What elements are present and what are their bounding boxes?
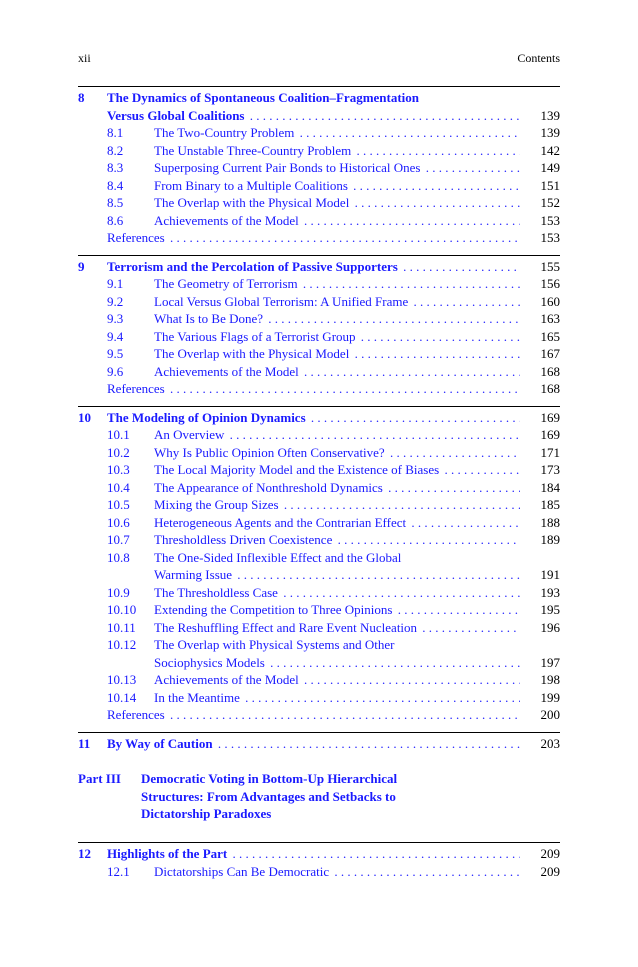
- section-number: 10.10: [107, 602, 137, 617]
- part-label: Part III: [78, 771, 121, 786]
- section-title: Local Versus Global Terrorism: A Unified Frame . . .: [154, 293, 520, 311]
- section-page: 153: [540, 212, 560, 228]
- chapter-number: 9: [78, 258, 85, 274]
- references-label: References . . .: [107, 229, 520, 247]
- divider: [78, 406, 560, 407]
- chapter-number: 10: [78, 409, 91, 425]
- toc-entry[interactable]: [78, 328, 560, 346]
- section-title: The Overlap with the Physical Model . . .: [154, 345, 520, 363]
- chapter-title-row[interactable]: [78, 735, 560, 753]
- section-number: 10.12: [107, 637, 137, 652]
- toc-entry[interactable]: [78, 584, 560, 602]
- section-number: 9.2: [107, 293, 124, 309]
- section-number: 12.1: [107, 863, 130, 879]
- toc-entry[interactable]: [78, 461, 560, 479]
- section-page: 168: [540, 363, 560, 379]
- references-entry[interactable]: [78, 706, 560, 724]
- section-number: 9.5: [107, 346, 124, 361]
- toc-entry[interactable]: [78, 194, 560, 212]
- toc-entry[interactable]: [78, 531, 560, 549]
- part-title: [141, 770, 461, 823]
- toc-entry[interactable]: [78, 863, 560, 881]
- chapter-page: 209: [540, 846, 560, 861]
- chapter-title: By Way of Caution . . .: [107, 735, 520, 753]
- chapter-9: [78, 255, 560, 398]
- chapter-10: [78, 406, 560, 724]
- section-number: 10.8: [107, 549, 130, 565]
- chapter-page: 203: [540, 735, 560, 751]
- section-page: 149: [540, 160, 560, 175]
- references-page: 168: [540, 381, 560, 396]
- section-number: 10.4: [107, 479, 130, 495]
- section-page: 193: [540, 584, 560, 600]
- toc-entry[interactable]: [78, 124, 560, 142]
- toc-entry-continued[interactable]: [78, 566, 560, 584]
- section-page: 184: [540, 479, 560, 495]
- section-number: 10.11: [107, 619, 136, 635]
- toc-entry[interactable]: [78, 601, 560, 619]
- section-number: 10.9: [107, 584, 130, 600]
- section-number: 8.5: [107, 195, 124, 210]
- section-title: Thresholdless Driven Coexistence . . .: [154, 531, 520, 549]
- chapter-page: 155: [540, 258, 560, 274]
- section-title: What Is to Be Done? . . .: [154, 310, 520, 328]
- chapter-title: The Dynamics of Spontaneous Coalition–Fragmentation: [107, 90, 420, 105]
- chapter-title-row[interactable]: [78, 89, 560, 107]
- section-page: 142: [540, 142, 560, 158]
- chapter-title-row[interactable]: [78, 845, 560, 863]
- toc-entry[interactable]: [78, 426, 560, 444]
- references-page: 200: [540, 707, 560, 722]
- section-page: 188: [540, 514, 560, 530]
- section-title-continued: Warming Issue . . .: [154, 566, 520, 584]
- chapter-number: 11: [78, 735, 91, 751]
- section-title: The Various Flags of a Terrorist Group . . .: [154, 328, 520, 346]
- section-title: Achievements of the Model . . .: [154, 212, 520, 230]
- divider: [78, 86, 560, 87]
- toc-entry[interactable]: [78, 619, 560, 637]
- chapter-number: 8: [78, 90, 85, 105]
- section-page: 160: [540, 293, 560, 309]
- toc-entry[interactable]: [78, 345, 560, 363]
- section-title: In the Meantime . . .: [154, 689, 520, 707]
- section-number: 8.6: [107, 212, 124, 228]
- running-head: [78, 49, 560, 67]
- table-of-contents: [78, 86, 560, 880]
- toc-entry[interactable]: [78, 142, 560, 160]
- section-page: 185: [540, 497, 560, 512]
- chapter-title-row[interactable]: [78, 409, 560, 427]
- section-number: 10.1: [107, 427, 130, 442]
- divider: [78, 255, 560, 256]
- section-page: 156: [540, 276, 560, 291]
- section-number: 10.7: [107, 532, 130, 547]
- toc-entry[interactable]: [78, 444, 560, 462]
- section-number: 10.14: [107, 689, 137, 705]
- section-title: The Geometry of Terrorism . . .: [154, 275, 520, 293]
- section-number: 10.3: [107, 462, 130, 477]
- chapter-page: 139: [540, 107, 560, 123]
- toc-entry[interactable]: [78, 671, 560, 689]
- section-number: 9.3: [107, 311, 124, 326]
- divider: [78, 842, 560, 843]
- toc-entry[interactable]: [78, 293, 560, 311]
- section-page: 139: [540, 125, 560, 140]
- chapter-12: [78, 842, 560, 880]
- part-title-line: Dictatorship Paradoxes: [141, 806, 272, 821]
- chapter-title: The Modeling of Opinion Dynamics . . .: [107, 409, 520, 427]
- section-page: 173: [540, 462, 560, 477]
- section-title: The Two-Country Problem . . .: [154, 124, 520, 142]
- section-title: The Thresholdless Case . . .: [154, 584, 520, 602]
- chapter-title: Highlights of the Part . . .: [107, 845, 520, 863]
- section-title: Contents: [517, 51, 560, 65]
- references-entry[interactable]: [78, 229, 560, 247]
- section-title: The Overlap with Physical Systems and Other: [154, 637, 395, 652]
- section-page: 189: [540, 532, 560, 547]
- references-entry[interactable]: [78, 380, 560, 398]
- section-page: 199: [540, 689, 560, 705]
- section-number: 8.3: [107, 160, 124, 175]
- toc-entry[interactable]: [78, 514, 560, 532]
- part-title-line: Democratic Voting in Bottom-Up Hierarchical: [141, 771, 398, 786]
- section-page: 195: [540, 602, 560, 617]
- toc-entry-continued[interactable]: [78, 654, 560, 672]
- toc-entry[interactable]: [78, 363, 560, 381]
- toc-entry[interactable]: [78, 177, 560, 195]
- chapter-11: [78, 732, 560, 753]
- section-title: Mixing the Group Sizes . . .: [154, 496, 520, 514]
- section-page: 163: [540, 311, 560, 326]
- divider: [78, 732, 560, 733]
- section-page: 152: [540, 195, 560, 210]
- section-title: Achievements of the Model . . .: [154, 671, 520, 689]
- section-title: An Overview . . .: [154, 426, 520, 444]
- chapter-title-row-continued[interactable]: [78, 107, 560, 125]
- section-page: 165: [540, 328, 560, 344]
- section-number: 9.4: [107, 328, 124, 344]
- section-title: The One-Sided Inflexible Effect and the Global: [154, 549, 402, 565]
- references-label: References . . .: [107, 380, 520, 398]
- section-page: 151: [540, 177, 560, 193]
- chapter-8: [78, 86, 560, 247]
- chapter-title-continued: Versus Global Coalitions . . .: [107, 107, 520, 125]
- section-number: 10.13: [107, 672, 137, 687]
- section-number: 10.2: [107, 444, 130, 460]
- section-title: The Overlap with the Physical Model . . .: [154, 194, 520, 212]
- section-number: 9.1: [107, 276, 124, 291]
- section-number: 9.6: [107, 363, 124, 379]
- section-number: 8.1: [107, 125, 124, 140]
- section-title-continued: Sociophysics Models . . .: [154, 654, 520, 672]
- toc-entry[interactable]: [78, 275, 560, 293]
- page-number: xii: [78, 51, 91, 65]
- section-page: 209: [540, 863, 560, 879]
- toc-entry[interactable]: [78, 689, 560, 707]
- toc-entry[interactable]: [78, 549, 560, 567]
- chapter-title: Terrorism and the Percolation of Passive Supporters . . .: [107, 258, 520, 276]
- part-title-line: Structures: From Advantages and Setbacks to: [141, 788, 396, 804]
- section-title: Superposing Current Pair Bonds to Historical Ones . . .: [154, 159, 520, 177]
- section-page: 191: [540, 567, 560, 582]
- section-page: 171: [540, 444, 560, 460]
- section-title: From Binary to a Multiple Coalitions . . .: [154, 177, 520, 195]
- section-title: The Local Majority Model and the Existence of Biases . . .: [154, 461, 520, 479]
- section-page: 196: [540, 619, 560, 635]
- section-page: 197: [540, 654, 560, 670]
- references-page: 153: [540, 230, 560, 245]
- section-number: 10.6: [107, 514, 130, 530]
- section-number: 8.2: [107, 142, 124, 158]
- section-number: 8.4: [107, 177, 124, 193]
- toc-entry[interactable]: [78, 496, 560, 514]
- section-title: Extending the Competition to Three Opinions . . .: [154, 601, 520, 619]
- section-title: Why Is Public Opinion Often Conservative? . . .: [154, 444, 520, 462]
- section-title: The Unstable Three-Country Problem . . .: [154, 142, 520, 160]
- section-title: Dictatorships Can Be Democratic . . .: [154, 863, 520, 881]
- chapter-number: 12: [78, 846, 91, 861]
- section-title: The Appearance of Nonthreshold Dynamics . . .: [154, 479, 520, 497]
- part-heading[interactable]: [78, 770, 560, 824]
- section-page: 198: [540, 672, 560, 687]
- toc-entry[interactable]: [78, 212, 560, 230]
- toc-entry[interactable]: [78, 159, 560, 177]
- toc-entry[interactable]: [78, 636, 560, 654]
- references-label: References . . .: [107, 706, 520, 724]
- section-title: Heterogeneous Agents and the Contrarian Effect . . .: [154, 514, 520, 532]
- section-number: 10.5: [107, 497, 130, 512]
- chapter-title-row[interactable]: [78, 258, 560, 276]
- section-page: 169: [540, 427, 560, 442]
- toc-entry[interactable]: [78, 479, 560, 497]
- section-page: 167: [540, 346, 560, 361]
- section-title: The Reshuffling Effect and Rare Event Nucleation . . .: [154, 619, 520, 637]
- chapter-page: 169: [540, 409, 560, 425]
- toc-entry[interactable]: [78, 310, 560, 328]
- section-title: Achievements of the Model . . .: [154, 363, 520, 381]
